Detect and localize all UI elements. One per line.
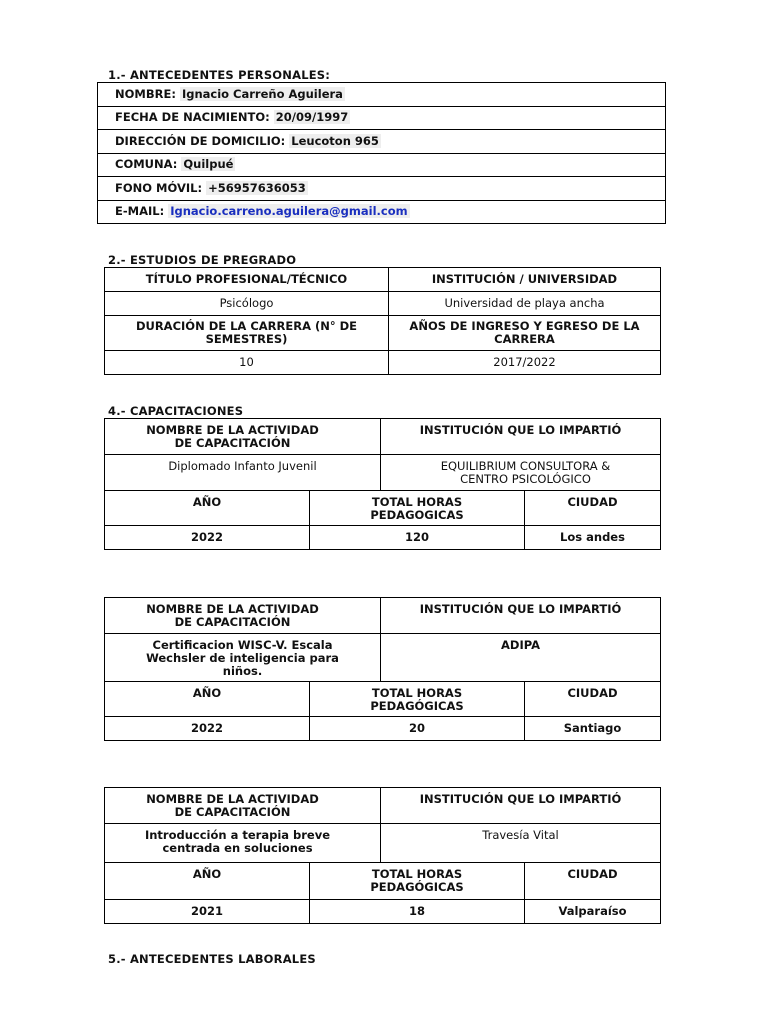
studies-heading: 2.- ESTUDIOS DE PREGRADO: [108, 253, 297, 267]
activity-header: NOMBRE DE LA ACTIVIDAD DE CAPACITACIÓN: [105, 788, 381, 824]
name-label: NOMBRE:: [115, 86, 176, 101]
year-header: AÑO: [105, 491, 310, 526]
address-value: Leucoton 965: [291, 133, 379, 148]
activity-value: Introducción a terapia breve centrada en soluciones: [105, 824, 381, 863]
years-value: 2017/2022: [389, 351, 661, 375]
personal-row-commune: [98, 153, 666, 177]
training-table: [104, 787, 661, 924]
institution-header: INSTITUCIÓN QUE LO IMPARTIÓ: [381, 598, 661, 634]
address-label: DIRECCIÓN DE DOMICILIO:: [115, 133, 286, 148]
institution-value: ADIPA: [381, 634, 661, 682]
title-header: TÍTULO PROFESIONAL/TÉCNICO: [105, 268, 389, 292]
commune-label: COMUNA:: [115, 157, 178, 172]
years-header: AÑOS DE INGRESO Y EGRESO DE LA CARRERA: [389, 316, 661, 351]
training-table: [104, 418, 661, 550]
institution-header: INSTITUCIÓN / UNIVERSIDAD: [389, 268, 661, 292]
hours-header: TOTAL HORAS PEDAGÓGICAS: [310, 863, 525, 900]
year-header: AÑO: [105, 682, 310, 717]
activity-value: Diplomado Infanto Juvenil: [105, 455, 381, 491]
hours-value: 20: [310, 717, 525, 741]
hours-header: TOTAL HORAS PEDAGÓGICAS: [310, 682, 525, 717]
institution-header: INSTITUCIÓN QUE LO IMPARTIÓ: [381, 419, 661, 455]
activity-header: NOMBRE DE LA ACTIVIDAD DE CAPACITACIÓN: [105, 598, 381, 634]
year-value: 2022: [105, 526, 310, 550]
work-heading: 5.- ANTECEDENTES LABORALES: [108, 952, 316, 966]
training-table: [104, 597, 661, 741]
phone-value: +56957636053: [208, 180, 306, 195]
personal-row-address: [98, 130, 666, 154]
year-value: 2021: [105, 900, 310, 924]
duration-header: DURACIÓN DE LA CARRERA (N° DE SEMESTRES): [105, 316, 389, 351]
institution-value: Universidad de playa ancha: [389, 292, 661, 316]
year-value: 2022: [105, 717, 310, 741]
hours-value: 18: [310, 900, 525, 924]
personal-row-birthdate: [98, 106, 666, 130]
city-value: Valparaíso: [525, 900, 661, 924]
personal-row-email: [98, 200, 666, 224]
hours-value: 120: [310, 526, 525, 550]
studies-table: [104, 267, 661, 375]
phone-label: FONO MÓVIL:: [115, 180, 203, 195]
institution-header: INSTITUCIÓN QUE LO IMPARTIÓ: [381, 788, 661, 824]
personal-heading: 1.- ANTECEDENTES PERSONALES:: [108, 68, 331, 82]
institution-value: Travesía Vital: [381, 824, 661, 863]
city-header: CIUDAD: [525, 491, 661, 526]
city-value: Santiago: [525, 717, 661, 741]
activity-header: NOMBRE DE LA ACTIVIDAD DE CAPACITACIÓN: [105, 419, 381, 455]
personal-table: [97, 82, 666, 224]
commune-value: Quilpué: [183, 157, 234, 172]
birthdate-label: FECHA DE NACIMIENTO:: [115, 110, 270, 125]
name-value: Ignacio Carreño Aguilera: [181, 86, 343, 101]
email-link[interactable]: Ignacio.carreno.aguilera@gmail.com: [170, 204, 408, 219]
personal-row-phone: [98, 177, 666, 201]
year-header: AÑO: [105, 863, 310, 900]
birthdate-value: 20/09/1997: [275, 110, 349, 125]
activity-value: Certificacion WISC-V. Escala Wechsler de inteligencia para niños.: [105, 634, 381, 682]
email-label: E-MAIL:: [115, 204, 165, 219]
hours-header: TOTAL HORAS PEDAGOGICAS: [310, 491, 525, 526]
institution-value: EQUILIBRIUM CONSULTORA & CENTRO PSICOLÓGICO: [381, 455, 661, 491]
city-value: Los andes: [525, 526, 661, 550]
trainings-heading: 4.- CAPACITACIONES: [108, 404, 244, 418]
duration-value: 10: [105, 351, 389, 375]
city-header: CIUDAD: [525, 682, 661, 717]
personal-row-name: [98, 83, 666, 107]
title-value: Psicólogo: [105, 292, 389, 316]
city-header: CIUDAD: [525, 863, 661, 900]
